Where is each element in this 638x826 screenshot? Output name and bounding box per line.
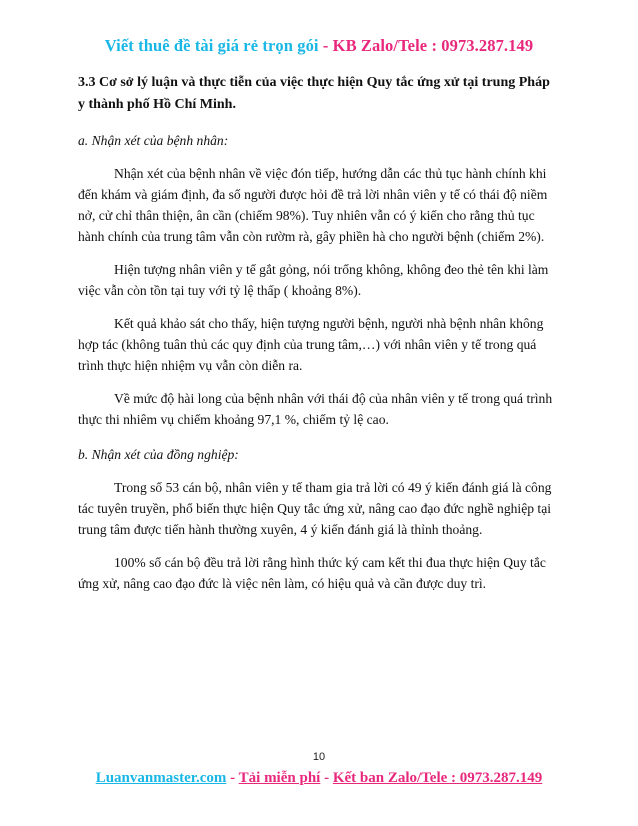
paragraph-3: Kết quả khảo sát cho thấy, hiện tượng người bệnh, người nhà bệnh nhân không hợp tác (không tuân thủ các quy định của trung tâm,…) với nhân viên y tế trong quá trình thực hiện nhiệm vụ vẫn còn diễn ra.: [78, 316, 544, 373]
paragraph-2: Hiện tượng nhân viên y tế gắt gỏng, nói trống không, không đeo thẻ tên khi làm việc vẫn còn tồn tại tuy với tỷ lệ thấp ( khoảng 8%).: [78, 262, 549, 298]
header-banner: [0, 36, 638, 56]
section-heading: 3.3 Cơ sở lý luận và thực tiễn của việc thực hiện Quy tắc ứng xử tại trung Pháp y thành phố Hồ Chí Minh.: [78, 75, 550, 112]
footer-separator-1: -: [226, 770, 239, 786]
footer-banner: [0, 770, 638, 787]
document-body: [78, 72, 560, 594]
subheading-patient-feedback: a. Nhận xét của bệnh nhân:: [78, 133, 229, 148]
header-separator: -: [318, 36, 333, 55]
paragraph-1: Nhận xét của bệnh nhân về việc đón tiếp, hướng dẫn các thủ tục hành chính khi đến khám và giám định, đa số người được hỏi đề trả lời nhân viên y tế có thái độ niềm nở, cử chỉ thân thiện, ân cần (chiếm 98%). Tuy nhiên vẫn có ý kiến cho rằng thủ tục hành chính của trung tâm vẫn còn rườm rà, gây phiền hà cho người bệnh (chiếm 2%).: [78, 166, 548, 244]
paragraph-5: Trong số 53 cán bộ, nhân viên y tế tham gia trả lời có 49 ý kiến đánh giá là công tác tuyên truyền, phổ biến thực hiện Quy tắc ứng xử, nâng cao đạo đức nghề nghiệp tại trung tâm được tiến hành thường xuyên, 4 ý kiến đánh giá là thỉnh thoảng.: [78, 480, 552, 537]
paragraph-4: Về mức độ hài long của bệnh nhân với thái độ của nhân viên y tế trong quá trình thực thi nhiêm vụ chiếm khoảng 97,1 %, chiếm tỷ lệ cao.: [78, 391, 553, 427]
footer-free-download-link[interactable]: Tải miễn phí: [238, 770, 321, 786]
header-contact-text: KB Zalo/Tele : 0973.287.149: [332, 36, 534, 55]
page-number: 10: [312, 751, 326, 763]
footer-separator-2: -: [320, 770, 333, 786]
footer-site-link[interactable]: Luanvanmaster.com: [95, 770, 227, 786]
footer-contact-link[interactable]: Kết ban Zalo/Tele : 0973.287.149: [332, 770, 543, 786]
subheading-colleague-feedback: b. Nhận xét của đồng nghiệp:: [78, 447, 239, 462]
header-service-text: Viết thuê đề tài giá rẻ trọn gói: [104, 36, 319, 55]
paragraph-6: 100% số cán bộ đều trả lời rằng hình thức ký cam kết thi đua thực hiện Quy tắc ứng xử, nâng cao đạo đức là việc nên làm, có hiệu quả và cần được duy trì.: [78, 555, 546, 591]
